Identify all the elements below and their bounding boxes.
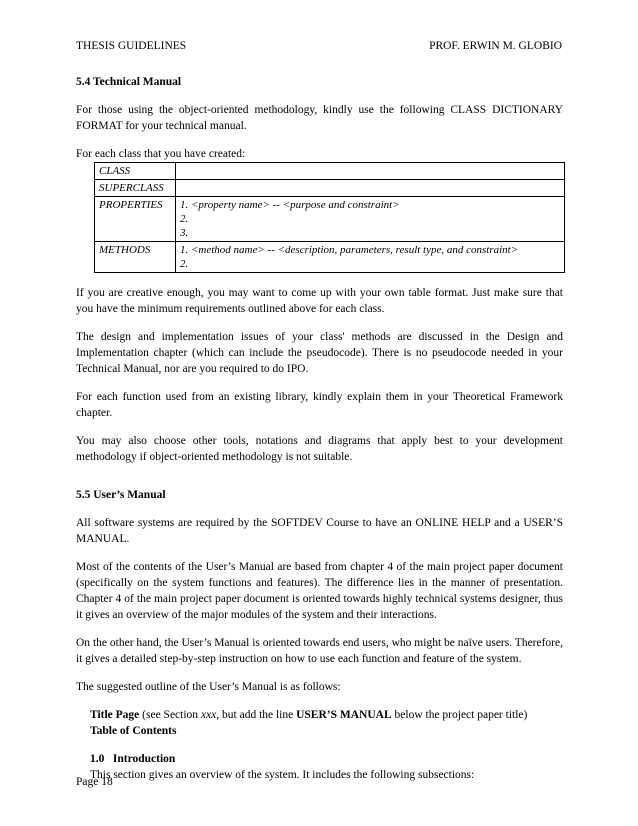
class-dictionary-table (94, 162, 565, 273)
outline-toc: Table of Contents (90, 725, 177, 737)
methods-line: 1. <method name> -- <description, parameters, result type, and constraint> (180, 244, 519, 256)
methods-line: 2. (180, 258, 189, 270)
paragraph: If you are creative enough, you may want to come up with your own table format. Just make sure that you have the minimum requirements outlined above for each class. (76, 287, 563, 315)
outline-introduction-heading (90, 751, 563, 767)
page-content (76, 74, 563, 795)
outline-text: below the project paper title) (391, 709, 528, 721)
outline-block (90, 751, 563, 783)
table-row (95, 180, 565, 197)
outline-block (90, 707, 563, 739)
table-row (95, 163, 565, 180)
properties-line: 1. <property name> -- <purpose and constraint> (180, 199, 400, 211)
section-heading-technical-manual: 5.4 Technical Manual (76, 76, 182, 88)
paragraph: You may also choose other tools, notations and diagrams that apply best to your development methodology if object-oriented methodology is not suitable. (76, 435, 563, 463)
header-author: PROF. ERWIN M. GLOBIO (429, 40, 562, 52)
table-cell-value (176, 242, 565, 273)
paragraph: For those using the object-oriented methodology, kindly use the following CLASS DICTIONARY FORMAT for your technical manual. (76, 104, 563, 132)
table-cell-value (176, 180, 565, 197)
paragraph: For each function used from an existing library, kindly explain them in your Theoretical Framework chapter. (76, 391, 563, 419)
outline-introduction-text: This section gives an overview of the system. It includes the following subsections: (90, 769, 475, 781)
table-cell-label: SUPERCLASS (95, 180, 176, 197)
outline-text: xxx (200, 709, 217, 721)
table-row (95, 197, 565, 242)
outline-number: 1.0 (90, 753, 105, 765)
paragraph: The suggested outline of the User’s Manual is as follows: (76, 681, 341, 693)
outline-label: USER’S MANUAL (296, 709, 392, 721)
properties-line: 2. (180, 213, 189, 225)
table-cell-value (176, 197, 565, 242)
section-heading-users-manual: 5.5 User’s Manual (76, 489, 166, 501)
paragraph: Most of the contents of the User’s Manual are based from chapter 4 of the main project paper document (specifically on the system functions and features). The difference lies in the manner of presentation. Chapter 4 of the main project paper document is oriented towards highly technical systems designer, thus it gives an overview of the major modules of the system and their interactions. (76, 561, 563, 621)
users-manual-outline (90, 707, 563, 783)
table-cell-value (176, 163, 565, 180)
paragraph: The design and implementation issues of your class' methods are discussed in the Design and Implementation chapter (which can include the pseudocode). There is no pseudocode needed in your Technical Manual, nor are you required to do IPO. (76, 331, 563, 375)
paragraph: On the other hand, the User’s Manual is oriented towards end users, who might be naïve users. Therefore, it gives a detailed step-by-step instruction on how to use each function and feature of the system. (76, 637, 563, 665)
table-cell-label: METHODS (95, 242, 176, 273)
header-title: THESIS GUIDELINES (76, 40, 187, 52)
outline-text: (see Section (139, 709, 201, 721)
outline-title-page (90, 707, 563, 723)
table-cell-label: CLASS (95, 163, 176, 180)
paragraph: For each class that you have created: (76, 148, 246, 160)
table-row (95, 242, 565, 273)
outline-label: Title Page (90, 709, 140, 721)
page-number: Page 18 (76, 776, 113, 788)
outline-text: , but add the line (216, 709, 297, 721)
properties-line: 3. (180, 227, 189, 239)
outline-label: Introduction (112, 753, 176, 765)
paragraph: All software systems are required by the SOFTDEV Course to have an ONLINE HELP and a USER’S MANUAL. (76, 517, 563, 545)
table-cell-label: PROPERTIES (95, 197, 176, 242)
